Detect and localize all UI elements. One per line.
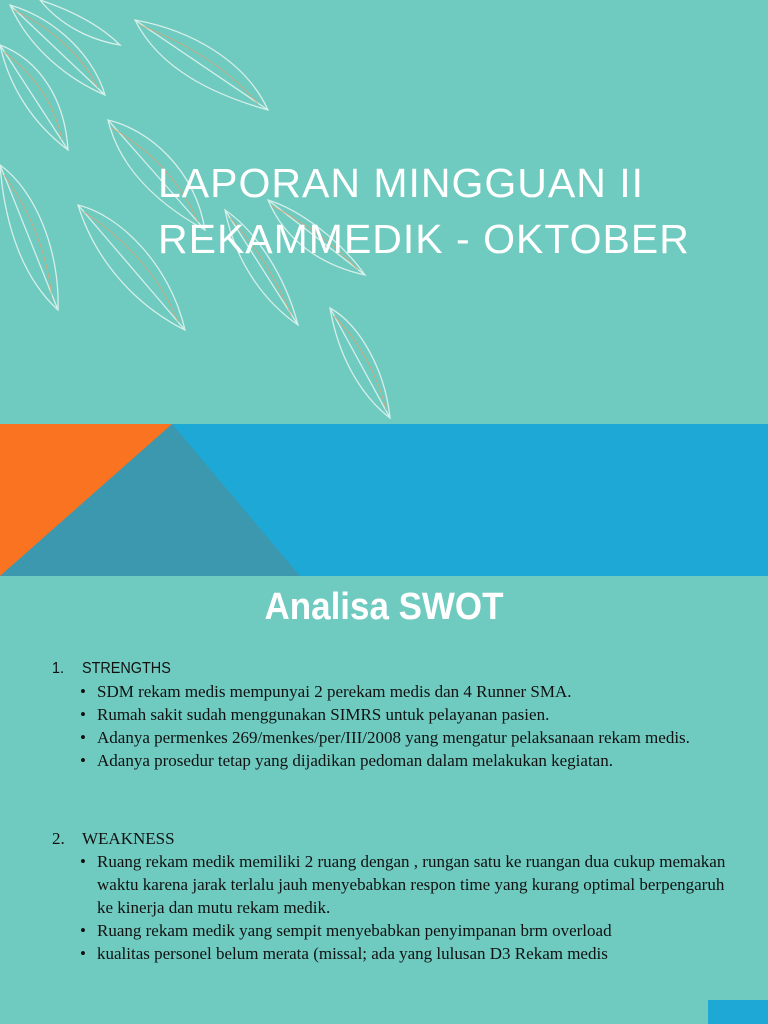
list-item: • Ruang rekam medik yang sempit menyebabkan penyimpanan brm overload [80, 919, 742, 942]
section-weakness [52, 828, 742, 965]
list-item: • Adanya permenkes 269/menkes/per/III/2008 yang mengatur pelaksanaan rekam medis. [80, 726, 742, 749]
page-title [158, 155, 758, 267]
swot-slide [0, 576, 768, 1024]
decorative-band [0, 424, 768, 576]
list-item: • SDM rekam medis mempunyai 2 perekam medis dan 4 Runner SMA. [80, 680, 742, 703]
corner-accent [708, 1000, 768, 1024]
section-strengths-header [52, 658, 742, 680]
swot-content [52, 658, 742, 965]
list-item: • Ruang rekam medik memiliki 2 ruang dengan , rungan satu ke ruangan dua cukup memakan waktu karena jarak terlalu jauh menyebabkan respon time yang kurang optimal berpengaruh ke kinerja dan mutu rekam medik. [80, 850, 742, 919]
section-weakness-header [52, 828, 742, 850]
list-item: • kualitas personel belum merata (missal; ada yang lulusan D3 Rekam medis [80, 942, 742, 965]
section-strengths [52, 658, 742, 772]
list-item: • Adanya prosedur tetap yang dijadikan pedoman dalam melakukan kegiatan. [80, 749, 742, 772]
band-shapes [0, 424, 768, 576]
title-line-2: REKAMMEDIK - OKTOBER [158, 216, 690, 262]
weakness-list [52, 850, 742, 965]
section-number: 1. [52, 660, 65, 677]
list-item: • Rumah sakit sudah menggunakan SIMRS untuk pelayanan pasien. [80, 703, 742, 726]
title-line-1: LAPORAN MINGGUAN II [158, 160, 645, 206]
section-title: STRENGTHS [82, 660, 171, 677]
section-number: 2. [52, 829, 65, 848]
section-spacer [52, 772, 742, 828]
strengths-list [52, 680, 742, 772]
swot-heading: Analisa SWOT [264, 586, 504, 628]
section-title: WEAKNESS [82, 829, 175, 848]
title-slide [0, 0, 768, 424]
